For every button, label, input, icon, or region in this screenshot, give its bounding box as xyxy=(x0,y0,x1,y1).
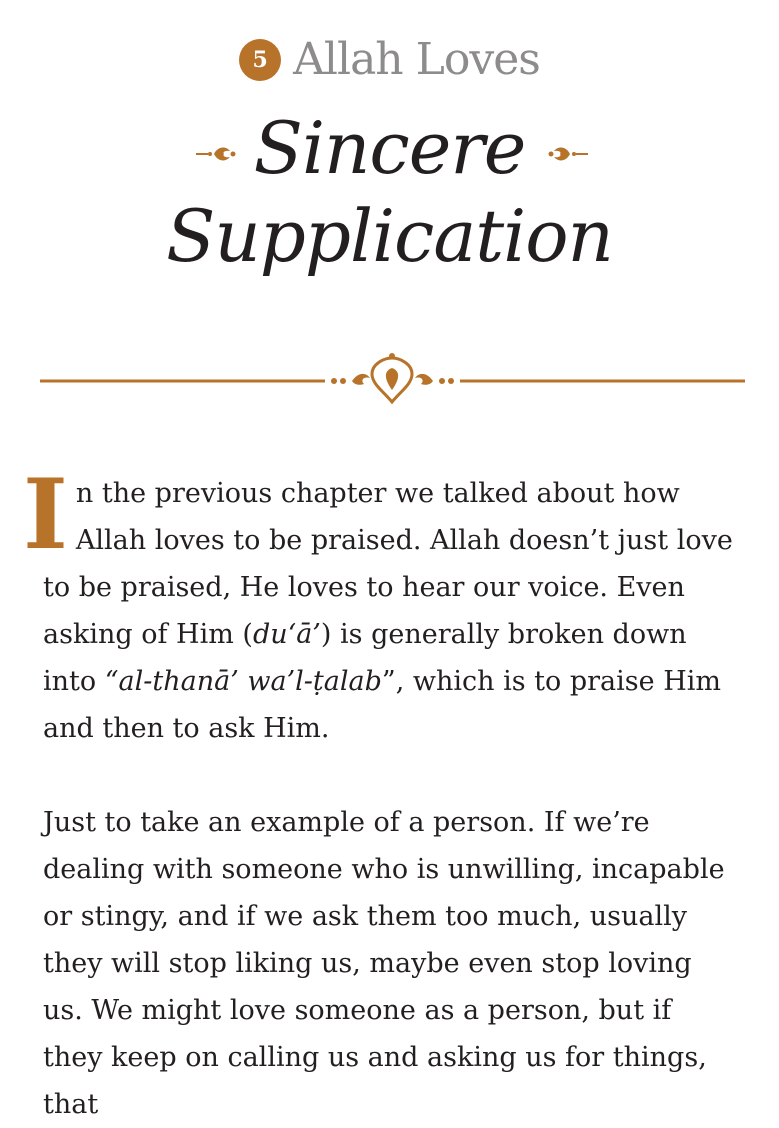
chapter-header xyxy=(0,34,779,85)
drop-cap: I xyxy=(23,458,68,571)
chapter-label: Allah Loves xyxy=(293,34,540,85)
paragraph-1-text-b: ) is generally broken down into xyxy=(43,619,687,697)
term-dua: du‘ā’ xyxy=(252,619,321,650)
paragraph-2: Just to take an example of a person. If we’re dealing with someone who is unwilling, incapable or stingy, and if we ask them too much, usually they will stop liking us, maybe even stop loving us. We might love someone as a person, but if they keep on calling us and asking us for things, that xyxy=(43,807,725,1120)
paragraph-1 xyxy=(23,458,733,752)
paragraph-1-text-c: ”, which is to praise Him and then to ask Him. xyxy=(43,666,721,744)
body-text xyxy=(23,458,733,1128)
page-title-line2: Supplication xyxy=(166,194,613,278)
page-title-line1: Sincere xyxy=(253,106,526,190)
ornamental-divider-icon xyxy=(40,350,745,410)
chapter-number-badge: 5 xyxy=(239,39,281,81)
term-thana-talab: “al-thanā’ wa’l-ṭalab xyxy=(104,666,382,697)
paragraph-1-text-a: n the previous chapter we talked about how Allah loves to be praised. Allah doesn’t just love to be praised, He loves to hear our voice. Even asking of Him ( xyxy=(43,478,733,650)
